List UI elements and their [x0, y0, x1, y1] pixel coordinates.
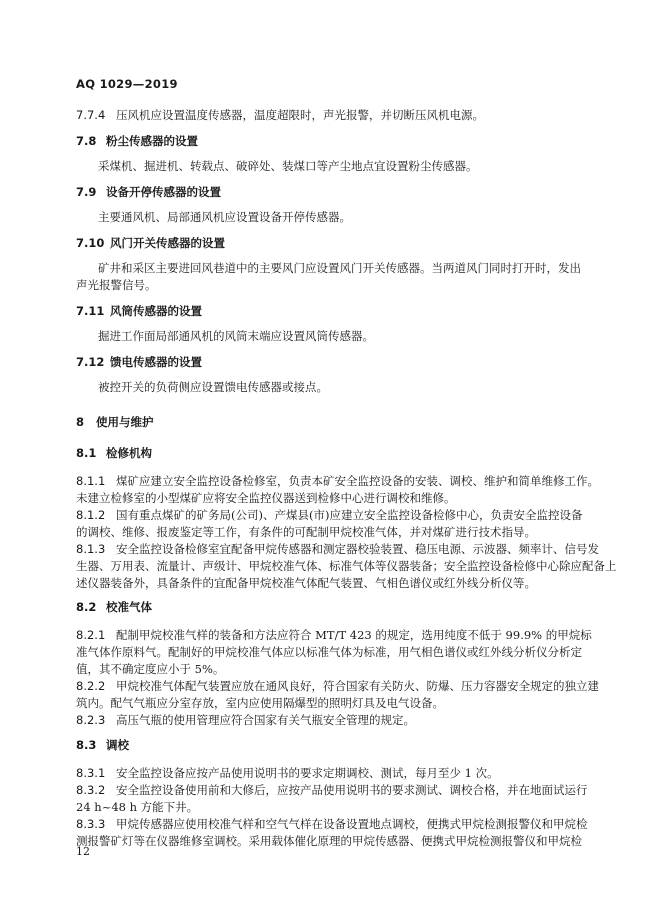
- clause-8-3-3: [0, 817, 650, 832]
- clause-text: 压风机应设置温度传感器，温度超限时，声光报警，并切断压风机电源。: [116, 108, 484, 122]
- clause-8-3-2: [0, 783, 650, 798]
- paragraph-line: 矿井和采区主要进回风巷道中的主要风门应设置风门开关传感器。当两道风门同时打开时，发出: [98, 261, 581, 275]
- paragraph-line: 测报警矿灯等在仪器维修室调校。采用载体催化原理的甲烷传感器、便携式甲烷检测报警仪和甲烷检: [76, 834, 582, 848]
- heading-title: 检修机构: [106, 446, 152, 460]
- heading-title: 风门开关传感器的设置: [110, 236, 225, 250]
- paragraph-line: 筑内。配气气瓶应分室存放，室内应使用隔爆型的照明灯具及电气设备。: [76, 696, 444, 710]
- clause-number: 8.3.2: [76, 783, 106, 797]
- clause-number: 8.3.1: [76, 766, 106, 780]
- clause-text: 甲烷校准气体配气装置应放在通风良好，符合国家有关防火、防爆、压力容器安全规定的独立建: [116, 679, 599, 693]
- clause-text: 国有重点煤矿的矿务局(公司)、产煤县(市)应建立安全监控设备检修中心，负责安全监控设备: [116, 508, 583, 522]
- paragraph-line: 未建立检修室的小型煤矿应将安全监控仪器送到检修中心进行调校和维修。: [76, 491, 456, 505]
- clause-8-2-1: [0, 628, 650, 643]
- clause-number: 7.7.4: [76, 108, 106, 122]
- clause-text: 配制甲烷校准气样的装备和方法应符合 MT/T 423 的规定，选用纯度不低于 99.9% 的甲烷标: [116, 628, 592, 642]
- clause-number: 8.2.2: [76, 679, 106, 693]
- clause-text: 安全监控设备应按产品使用说明书的要求定期调校、测试，每月至少 1 次。: [116, 766, 499, 780]
- heading-8-1: [0, 446, 650, 461]
- clause-text: 安全监控设备使用前和大修后，应按产品使用说明书的要求测试、调校合格，并在地面试运行: [116, 783, 588, 797]
- paragraph-line: 声光报警信号。: [76, 278, 157, 292]
- heading-title: 粉尘传感器的设置: [106, 134, 198, 148]
- paragraph-line: 准气体作原料气。配制好的甲烷校准气体应以标准气体为标准，用气相色谱仪或红外线分析仪分析定: [76, 645, 582, 659]
- page-number: 12: [76, 845, 90, 858]
- heading-title: 校准气体: [106, 600, 152, 614]
- clause-number: 8.2.1: [76, 628, 106, 642]
- paragraph-line: 24 h~48 h 方能下井。: [76, 800, 199, 814]
- clause-number: 8.3.3: [76, 817, 106, 831]
- paragraph-line: 的调校、维修、报废鉴定等工作，有条件的可配制甲烷校准气体，并对煤矿进行技术指导。: [76, 525, 536, 539]
- heading-7-10: [0, 236, 650, 251]
- heading-title: 使用与维护: [96, 415, 154, 429]
- paragraph: 采煤机、掘进机、转载点、破碎处、装煤口等产尘地点宜设置粉尘传感器。: [98, 159, 478, 173]
- clause-number: 8.2.3: [76, 713, 106, 727]
- heading-number: 7.8: [76, 134, 97, 148]
- heading-number: 8.2: [76, 600, 97, 614]
- heading-7-8: [0, 134, 650, 149]
- heading-number: 7.11: [76, 304, 105, 318]
- standard-code: AQ 1029—2019: [76, 77, 178, 91]
- clause-text: 煤矿应建立安全监控设备检修室，负责本矿安全监控设备的安装、调校、维护和简单维修工作。: [116, 474, 599, 488]
- clause-text: 高压气瓶的使用管理应符合国家有关气瓶安全管理的规定。: [116, 713, 415, 727]
- heading-number: 8.3: [76, 738, 97, 752]
- clause-number: 8.1.1: [76, 474, 106, 488]
- clause-8-1-3: [0, 542, 650, 557]
- clause-text: 安全监控设备检修室宜配备甲烷传感器和测定器校验装置、稳压电源、示波器、频率计、信号发: [116, 542, 599, 556]
- paragraph-line: 值，其不确定度应小于 5%。: [76, 662, 225, 676]
- heading-number: 8.1: [76, 446, 97, 460]
- heading-number: 7.10: [76, 236, 105, 250]
- paragraph-line: 述仪器装备外，具备条件的宜配备甲烷校准气体配气装置、气相色谱仪或红外线分析仪等。: [76, 576, 536, 590]
- clause-8-2-3: [0, 713, 650, 728]
- clause-7-7-4: [0, 108, 650, 123]
- heading-7-11: [0, 304, 650, 319]
- paragraph: 掘进工作面局部通风机的风筒末端应设置风筒传感器。: [98, 329, 374, 343]
- heading-number: 7.9: [76, 185, 97, 199]
- clause-8-3-1: [0, 766, 650, 781]
- heading-7-9: [0, 185, 650, 200]
- clause-number: 8.1.3: [76, 542, 106, 556]
- heading-8-2: [0, 600, 650, 615]
- heading-title: 风筒传感器的设置: [110, 304, 202, 318]
- heading-title: 调校: [106, 738, 129, 752]
- heading-8-3: [0, 738, 650, 753]
- clause-8-1-1: [0, 474, 650, 489]
- heading-number: 7.12: [76, 355, 105, 369]
- clause-8-2-2: [0, 679, 650, 694]
- paragraph: 被控开关的负荷侧应设置馈电传感器或接点。: [98, 380, 328, 394]
- clause-number: 8.1.2: [76, 508, 106, 522]
- clause-text: 甲烷传感器应使用校准气样和空气气样在设备设置地点调校，便携式甲烷检测报警仪和甲烷检: [116, 817, 588, 831]
- paragraph: 主要通风机、局部通风机应设置设备开停传感器。: [98, 210, 351, 224]
- clause-8-1-2: [0, 508, 650, 523]
- heading-title: 设备开停传感器的设置: [106, 185, 221, 199]
- heading-7-12: [0, 355, 650, 370]
- paragraph-line: 生器、万用表、流量计、声级计、甲烷校准气体、标准气体等仪器装备；安全监控设备检修中心除应配备上: [76, 559, 617, 573]
- heading-title: 馈电传感器的设置: [110, 355, 202, 369]
- heading-8: [0, 415, 650, 430]
- heading-number: 8: [76, 415, 85, 429]
